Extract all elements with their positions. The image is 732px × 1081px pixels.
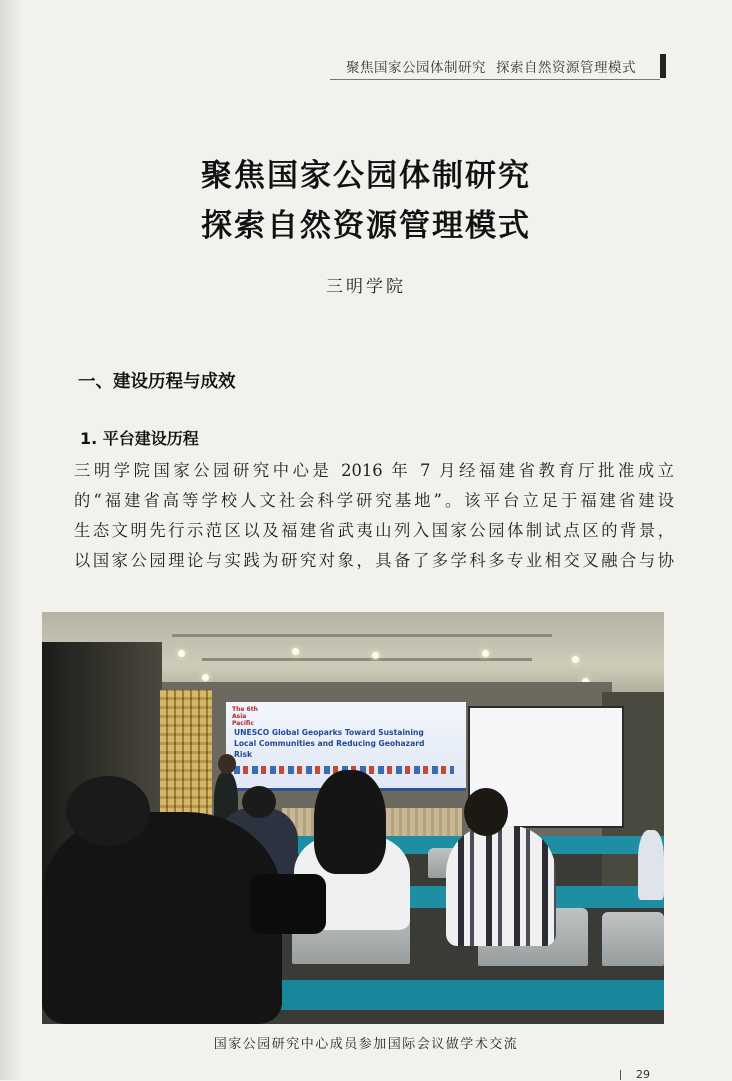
section-heading: 一、建设历程与成效 bbox=[78, 372, 236, 392]
ceiling-lamp bbox=[482, 650, 489, 657]
speaker-head bbox=[218, 754, 236, 774]
ceiling-lamp bbox=[372, 652, 379, 659]
ceiling-lamp bbox=[178, 650, 185, 657]
running-header bbox=[330, 50, 670, 80]
subsection-heading: 1. 平台建设历程 bbox=[80, 429, 199, 448]
banner-title-line-1: UNESCO Global Geoparks Toward Sustaining bbox=[234, 728, 424, 737]
paragraph-line: 生态文明先行示范区以及福建省武夷山列入国家公园体制试点区的背景， bbox=[74, 521, 674, 540]
ceiling-lamp bbox=[202, 674, 209, 681]
banner-title-line-3: Risk bbox=[234, 750, 253, 759]
table-row bbox=[232, 980, 664, 1010]
foreground-attendee bbox=[42, 812, 282, 1024]
attendee-right-edge bbox=[638, 830, 664, 900]
paragraph-line: 的“福建省高等学校人文社会科学研究基地”。该平台立足于福建省建设 bbox=[74, 491, 674, 510]
article-title-line-1: 聚焦国家公园体制研究 bbox=[201, 158, 531, 194]
article-title-line-2: 探索自然资源管理模式 bbox=[201, 208, 531, 244]
ceiling-beam bbox=[202, 658, 532, 661]
camera bbox=[250, 874, 326, 934]
running-header-left: 聚焦国家公园体制研究 bbox=[346, 60, 486, 76]
running-header-text bbox=[346, 56, 636, 76]
attendee-head bbox=[464, 788, 508, 836]
page-number-rule bbox=[620, 1070, 621, 1080]
page-number: 29 bbox=[636, 1068, 650, 1081]
banner-title-line-2: Local Communities and Reducing Geohazard bbox=[234, 739, 425, 748]
foreground-attendee-head bbox=[66, 776, 150, 846]
article-author: 三明学院 bbox=[326, 277, 406, 297]
running-header-rule bbox=[330, 79, 660, 80]
running-header-right: 探索自然资源管理模式 bbox=[496, 60, 636, 76]
paragraph-line: 三明学院国家公园研究中心是 2016 年 7 月经福建省教育厅批准成立 bbox=[74, 461, 674, 480]
ceiling-lamp bbox=[292, 648, 299, 655]
chair bbox=[602, 912, 664, 966]
running-header-bar bbox=[660, 54, 666, 78]
photo-caption: 国家公园研究中心成员参加国际会议做学术交流 bbox=[213, 1037, 519, 1052]
attendee-long-hair bbox=[314, 770, 386, 874]
ceiling-lamp bbox=[572, 656, 579, 663]
conference-photo bbox=[42, 612, 664, 1024]
body-paragraph bbox=[74, 456, 674, 576]
attendee-head bbox=[242, 786, 276, 818]
banner-logo: The 6th Asia Pacific bbox=[232, 706, 258, 727]
ceiling-beam bbox=[172, 634, 552, 637]
paragraph-line: 以国家公园理论与实践为研究对象，具备了多学科多专业相交叉融合与协 bbox=[74, 551, 674, 570]
attendee-plaid-shirt bbox=[446, 826, 556, 946]
